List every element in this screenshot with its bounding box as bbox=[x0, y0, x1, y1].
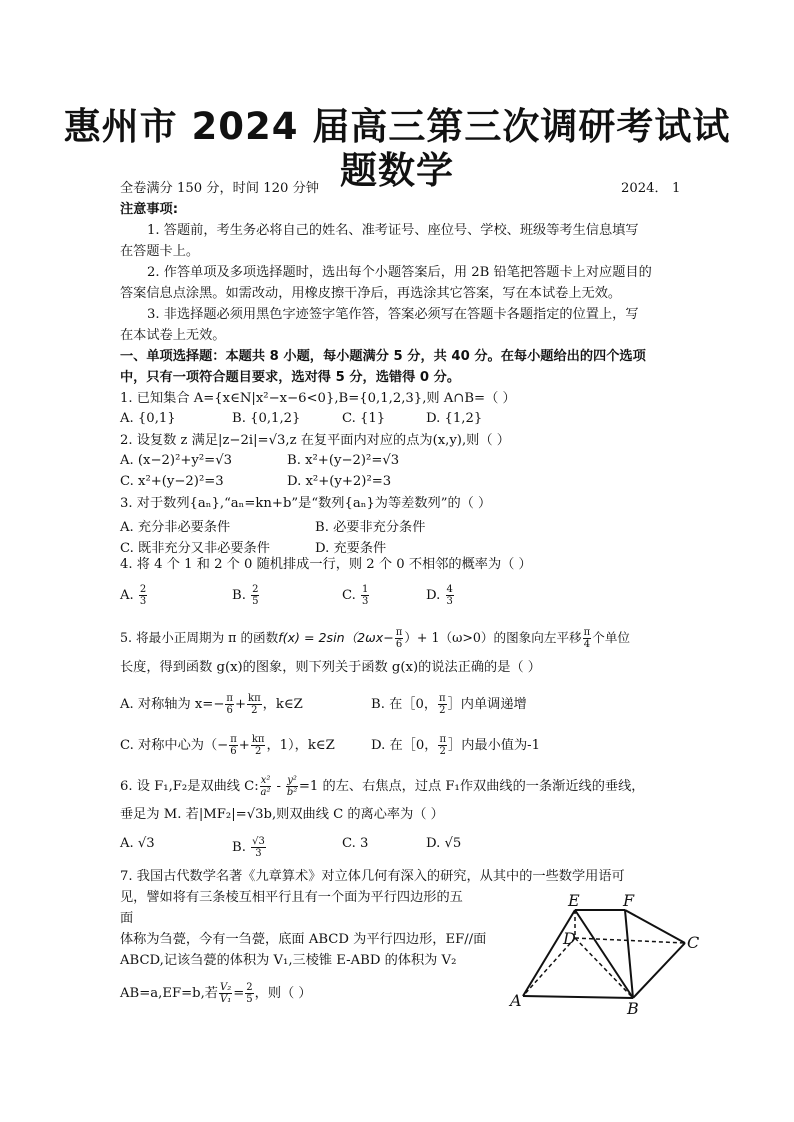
note-2b: 答案信息点涂黑。如需改动，用橡皮擦干净后，再选涂其它答案，写在本试卷上无效。 bbox=[120, 286, 622, 301]
q3-option-d: D. 充要条件 bbox=[315, 541, 387, 556]
q6-option-a: A. √3 bbox=[120, 836, 155, 851]
pyramid-figure bbox=[505, 888, 715, 1018]
title-line-2: 题数学 bbox=[340, 149, 454, 192]
q6-option-c: C. 3 bbox=[342, 836, 369, 851]
q5-option-c: C. 对称中心为（− $\frac{\pi}{6}$ + $\frac{k\pi}{2}$ ，1），k∈Z bbox=[120, 734, 335, 757]
note-3b: 在本试卷上无效。 bbox=[120, 328, 226, 343]
label-b: B bbox=[627, 999, 639, 1018]
label-d: D bbox=[563, 929, 576, 948]
q5-option-b: B. 在［0， $\frac{\pi}{2}$ ］内单调递增 bbox=[371, 693, 527, 716]
question-5-line-2: 长度，得到函数 g(x)的图象，则下列关于函数 g(x)的说法正确的是（ ） bbox=[120, 660, 541, 675]
section-1-heading-b: 中，只有一项符合题目要求，选对得 5 分，选错得 0 分。 bbox=[120, 370, 461, 385]
question-7-line-6: AB=a,EF=b,若 $\frac{\text{V₂}}{\text{V₁}}$ = $\frac{2}{5}$ ，则（ ） bbox=[120, 982, 312, 1005]
q4-option-d: D. $\frac{4}{3}$ bbox=[426, 584, 453, 607]
question-7-line-4: 体称为刍甍，今有一刍甍，底面 ABCD 为平行四边形，EF//面 bbox=[120, 932, 487, 947]
q1-option-a: A. {0,1} bbox=[120, 411, 176, 426]
q1-option-c: C. {1} bbox=[342, 411, 386, 426]
label-e: E bbox=[568, 891, 580, 910]
q3-option-a: A. 充分非必要条件 bbox=[120, 520, 231, 535]
q6-option-d: D. √5 bbox=[426, 836, 462, 851]
label-a: A bbox=[510, 991, 522, 1010]
note-1b: 在答题卡上。 bbox=[120, 244, 200, 259]
q1-option-d: D. {1,2} bbox=[426, 411, 483, 426]
q2-option-d: D. x²+(y+2)²=3 bbox=[287, 474, 392, 489]
question-7-line-5: ABCD,记该刍甍的体积为 V₁,三棱锥 E-ABD 的体积为 V₂ bbox=[120, 953, 457, 968]
q2-option-b: B. x²+(y−2)²=√3 bbox=[287, 453, 400, 468]
note-3a: 3. 非选择题必须用黑色字迹签字笔作答，答案必须写在答题卡各题指定的位置上，写 bbox=[147, 307, 639, 322]
section-1-heading-a: 一、单项选择题：本题共 8 小题，每小题满分 5 分，共 40 分。在每小题给出的四个选项 bbox=[120, 349, 646, 364]
label-c: C bbox=[687, 933, 700, 952]
q5-option-a: A. 对称轴为 x=− $\frac{\pi}{6}$ + $\frac{k\pi}{2}$ ，k∈Z bbox=[120, 693, 303, 716]
question-4: 4. 将 4 个 1 和 2 个 0 随机排成一行，则 2 个 0 不相邻的概率为（ ） bbox=[120, 557, 532, 572]
title-line-1: 惠州市 2024 届高三第三次调研考试试 bbox=[63, 105, 731, 148]
note-1a: 1. 答题前，考生务必将自己的姓名、准考证号、座位号、学校、班级等考生信息填写 bbox=[147, 223, 639, 238]
question-5-line-1: 5. 将最小正周期为 π 的函数f(x) = 2sin（2ωx− $\frac{\pi}{6}$ ）+ 1（ω>0）的图象向左平移 $\frac{\pi}{4}$ 个单位 bbox=[120, 627, 631, 650]
header-left: 全卷满分 150 分，时间 120 分钟 bbox=[120, 181, 319, 196]
label-f: F bbox=[623, 891, 635, 910]
question-7-line-3: 面 bbox=[120, 911, 134, 926]
q4-option-c: C. $\frac{1}{3}$ bbox=[342, 584, 369, 607]
question-2: 2. 设复数 z 满足|z−2i|=√3,z 在复平面内对应的点为(x,y),则（ ） bbox=[120, 433, 510, 448]
question-7-line-1: 7. 我国古代数学名著《九章算术》对立体几何有深入的研究，从其中的一些数学用语可 bbox=[120, 869, 625, 884]
q3-option-c: C. 既非充分又非必要条件 bbox=[120, 541, 270, 556]
q3-option-b: B. 必要非充分条件 bbox=[315, 520, 426, 535]
q6-option-b: B. $\frac{√3}{3}$ bbox=[232, 836, 265, 859]
notes-heading: 注意事项: bbox=[120, 202, 179, 217]
q5-option-d: D. 在［0， $\frac{\pi}{2}$ ］内最小值为-1 bbox=[371, 734, 541, 757]
header-right: 2024． 1 bbox=[621, 181, 681, 196]
q1-option-b: B. {0,1,2} bbox=[232, 411, 301, 426]
q4-option-a: A. $\frac{2}{3}$ bbox=[120, 584, 147, 607]
question-3: 3. 对于数列{aₙ},“aₙ=kn+b”是“数列{aₙ}为等差数列”的（ ） bbox=[120, 496, 492, 511]
question-6-line-1: 6. 设 F₁,F₂是双曲线 C: $\frac{\text{x²}}{\text{a²}}$ - $\frac{\text{y²}}{\text{b²}}$ =1 的左、右焦点，过点 F₁作双曲线的一条渐近线的垂线， bbox=[120, 775, 645, 798]
q2-option-c: C. x²+(y−2)²=3 bbox=[120, 474, 224, 489]
q4-option-b: B. $\frac{2}{5}$ bbox=[232, 584, 259, 607]
q2-option-a: A. (x−2)²+y²=√3 bbox=[120, 453, 232, 468]
question-7-line-2: 见，譬如将有三条棱互相平行且有一个面为平行四边形的五 bbox=[120, 890, 463, 905]
note-2a: 2. 作答单项及多项选择题时，选出每个小题答案后，用 2B 铅笔把答题卡上对应题目的 bbox=[147, 265, 652, 280]
question-6-line-2: 垂足为 M. 若|MF₂|=√3b,则双曲线 C 的离心率为（ ） bbox=[120, 807, 444, 822]
question-1: 1. 已知集合 A={x∈N|x²−x−6<0},B={0,1,2,3},则 A∩B=（ ） bbox=[120, 391, 516, 406]
